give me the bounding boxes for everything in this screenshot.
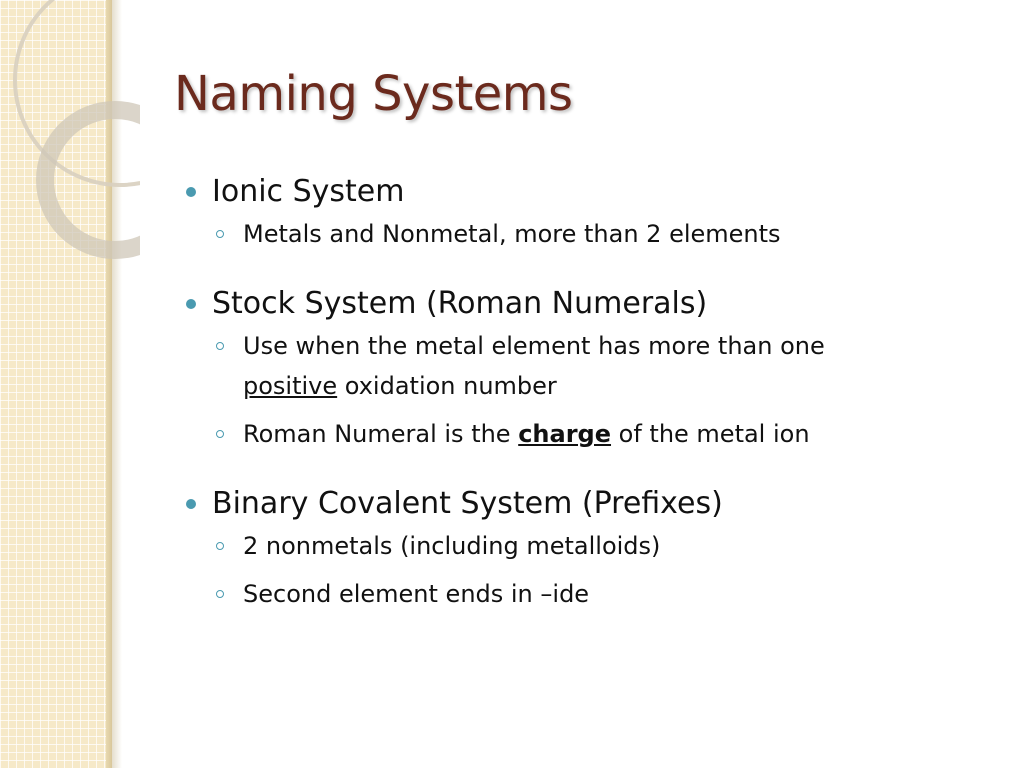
bullet-ring-icon	[216, 590, 224, 598]
sub-bullet: 2 nonmetals (including metalloids)	[186, 526, 986, 566]
bullet-dot-icon	[186, 299, 196, 309]
deco-circle-large	[15, 0, 140, 185]
bullet-dot-icon	[186, 187, 196, 197]
sub-bullet: Use when the metal element has more than one positive oxidation number	[186, 326, 986, 406]
sub-bullet: Second element ends in –ide	[186, 574, 986, 614]
emphasized-word: charge	[518, 420, 612, 448]
bullet-list	[186, 170, 986, 614]
sub-bullet: Roman Numeral is the charge of the metal ion	[186, 414, 986, 454]
sub-bullet: Metals and Nonmetal, more than 2 elements	[186, 214, 986, 254]
bullet-stock-system: Stock System (Roman Numerals)	[186, 282, 986, 326]
page-title: Naming Systems	[174, 66, 573, 122]
bullet-dot-icon	[186, 499, 196, 509]
bullet-ring-icon	[216, 542, 224, 550]
bullet-ionic-system: Ionic System	[186, 170, 986, 214]
bullet-ring-icon	[216, 230, 224, 238]
bullet-binary-covalent-system: Binary Covalent System (Prefixes)	[186, 482, 986, 526]
underlined-word: positive	[243, 372, 338, 400]
bullet-ring-icon	[216, 342, 224, 350]
bullet-ring-icon	[216, 430, 224, 438]
decorative-circles	[0, 0, 140, 260]
